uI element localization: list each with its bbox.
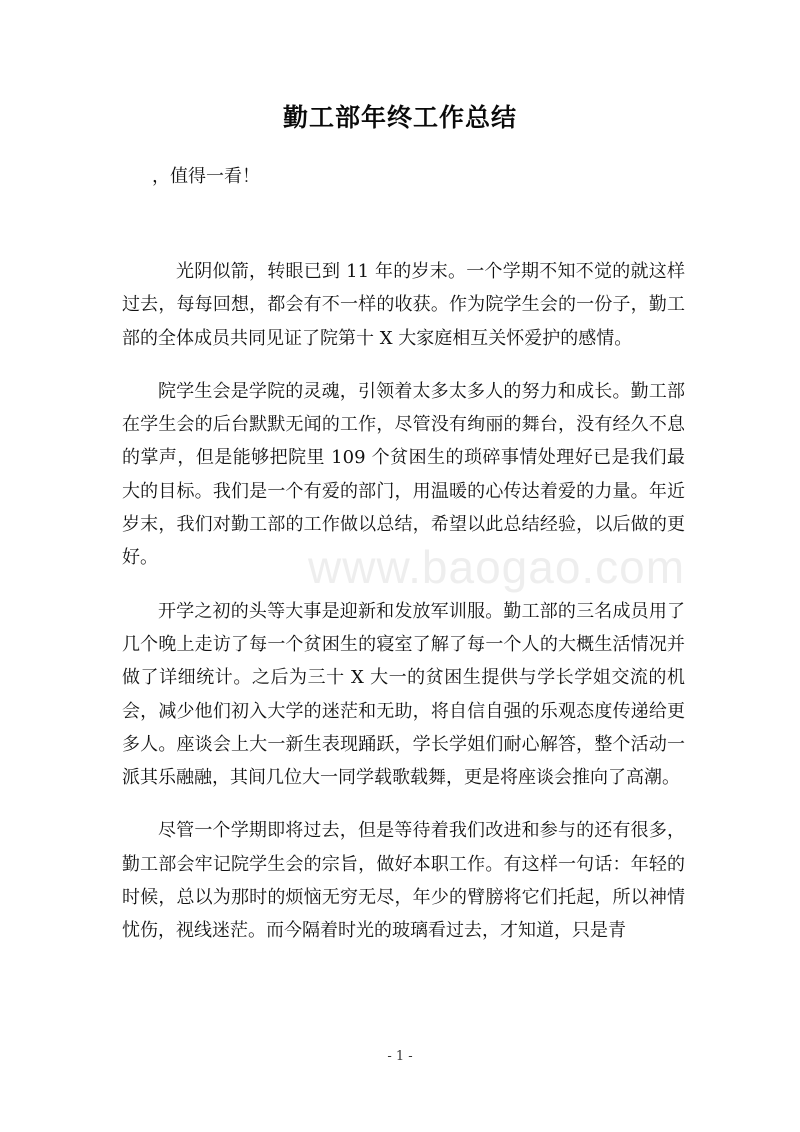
paragraph: 开学之初的头等大事是迎新和发放军训服。勤工部的三名成员用了几个晚上走访了每一个贫困生的寝室了解了每一个人的大概生活情况并做了详细统计。之后为三十 X 大一的贫困生提供与学长学姐交流的机会，减少他们初入大学的迷茫和无助，将自信自强的乐观态度传递给更多人。座谈会上大一新生表现踊跃，学长学姐们耐心解答，整个活动一派其乐融融，其间几位大一同学载歌载舞，更是将座谈会推向了高潮。 — [122, 600, 685, 789]
document-subtitle: ，值得一看！ — [152, 166, 260, 187]
document-title: 勤工部年终工作总结 — [282, 103, 517, 132]
paragraph: 光阴似箭，转眼已到 11 年的岁末。一个学期不知不觉的就这样过去，每每回想，都会有不一样的收获。作为院学生会的一份子，勤工部的全体成员共同见证了院第十 X 大家庭相互关怀爱护的感情。 — [122, 261, 685, 349]
watermark: www.baogao.com — [308, 541, 686, 593]
document-body — [122, 255, 685, 968]
paragraph: 院学生会是学院的灵魂，引领着太多太多人的努力和成长。勤工部在学生会的后台默默无闻的工作，尽管没有绚丽的舞台，没有经久不息的掌声，但是能够把院里 109 个贫困生的琐碎事情处理好已是我们最大的目标。我们是一个有爱的部门，用温暖的心传达着爱的力量。年近岁末，我们对勤工部的工作做以总结，希望以此总结经验，以后做的更好。 — [122, 380, 685, 569]
paragraph: 尽管一个学期即将过去，但是等待着我们改进和参与的还有很多，勤工部会牢记院学生会的宗旨，做好本职工作。有这样一句话：年轻的时候，总以为那时的烦恼无穷无尽，年少的臂膀将它们托起，所以神情忧伤，视线迷茫。而今隔着时光的玻璃看过去，才知道，只是青 — [122, 820, 685, 942]
page-number: - 1 - — [387, 1049, 413, 1064]
